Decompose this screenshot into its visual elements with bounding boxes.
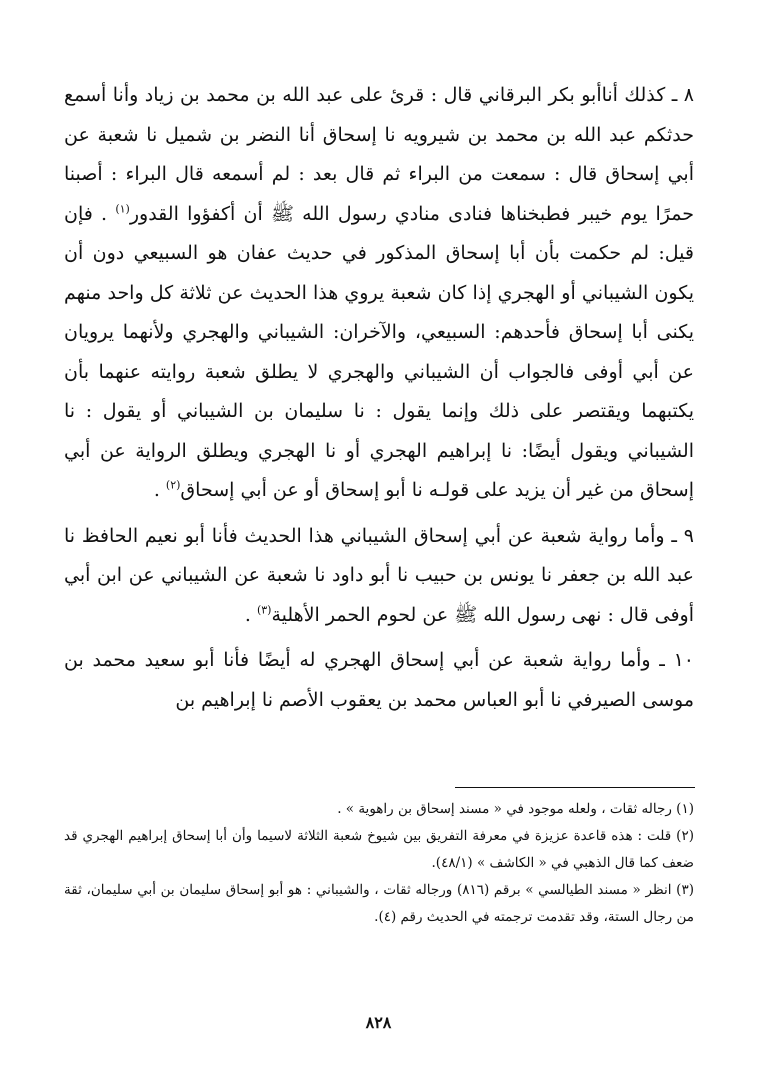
paragraph-8 [64,76,694,511]
paragraph-9 [64,517,694,636]
paragraph-9-text-a: ٩ ـ وأما رواية شعبة عن أبي إسحاق الشيباني هذا الحديث فأنا أبو نعيم الحافظ نا عبد الله بن جعفر نا يونس بن حبيب نا أبو داود نا شعبة عن الشيباني عن ابن أبي أوفى قال : نهى رسول الله ﷺ عن لحوم الحمر الأهلية [64,524,694,626]
footnote-3 [64,877,694,931]
footnote-divider [455,787,695,788]
paragraph-9-text-b: . [244,603,257,626]
footnote-ref-3[interactable]: (٣) [256,603,272,617]
paragraph-8-text-b: . فإن قيل: لم حكمت بأن أبا إسحاق المذكور في حديث عفان هو السبيعي دون أن يكون الشيباني أو الهجري إذا كان شعبة يروي هذا الحديث عن ثلاثة كل واحد منهم يكنى أبا إسحاق فأحدهم: السبيعي، والآخران: الشيباني والهجري ولأنهما يرويان عن أبي أوفى فالجواب أن الشيباني والهجري لا يطلق شعبة روايته عنهما بأن يكتبهما ويقتصر على ذلك وإنما يقول : نا سليمان بن الشيباني أو يقول : نا الشيباني ويقول أيضًا: نا إبراهيم الهجري أو نا الهجري ويطلق الرواية عن أبي إسحاق من غير أن يزيد على قولـه نا أبو إسحاق أو عن أبي إسحاق [64,202,694,501]
footnote-number: (٣) [676,882,694,898]
paragraph-10: ١٠ ـ وأما رواية شعبة عن أبي إسحاق الهجري له أيضًا فأنا أبو سعيد محمد بن موسى الصيرفي نا أبو العباس محمد بن يعقوب الأصم نا إبراهيم بن [64,649,694,711]
footnote-ref-1[interactable]: (١) [115,202,130,216]
footnote-number: (٢) [676,828,694,844]
footnote-text: انظر « مسند الطيالسي » برقم (٨١٦) ورجاله ثقات ، والشيباني : هو أبو إسحاق سليمان بن أبي سليمان، ثقة من رجال الستة، وقد تقدمت ترجمته في الحديث رقم (٤). [64,882,694,925]
paragraph-8-text-a: ٨ ـ كذلك أناأبو بكر البرقاني قال : قرئ على عبد الله بن محمد بن زياد وأنا أسمع حدثكم عبد الله بن محمد بن شيرويه نا إسحاق أنا النضر بن شميل نا شعبة عن أبي إسحاق قال : سمعت من البراء ثم قال بعد : لم أسمعه قال البراء : أصبنا حمرًا يوم خيبر فطبخناها فنادى منادي رسول الله ﷺ أن أكفؤوا القدور [64,84,695,225]
main-text [64,76,694,720]
page-number: ٨٢٨ [365,1013,392,1032]
footnote-number: (١) [676,801,694,817]
footnote-text: قلت : هذه قاعدة عزيزة في معرفة التفريق بين شيوخ شعبة الثلاثة لاسيما وأن أبا إسحاق إبراهيم الهجري قد ضعف كما قال الذهبي في « الكاشف » (٤٨/١). [64,828,694,871]
paragraph-8-text-c: . [153,479,166,501]
footnote-2 [64,823,694,877]
footnote-text: رجاله ثقات ، ولعله موجود في « مسند إسحاق بن راهوية » . [337,801,672,817]
footnotes [64,796,694,931]
footnote-1 [64,796,694,823]
footnote-ref-2[interactable]: (٢) [165,478,181,492]
